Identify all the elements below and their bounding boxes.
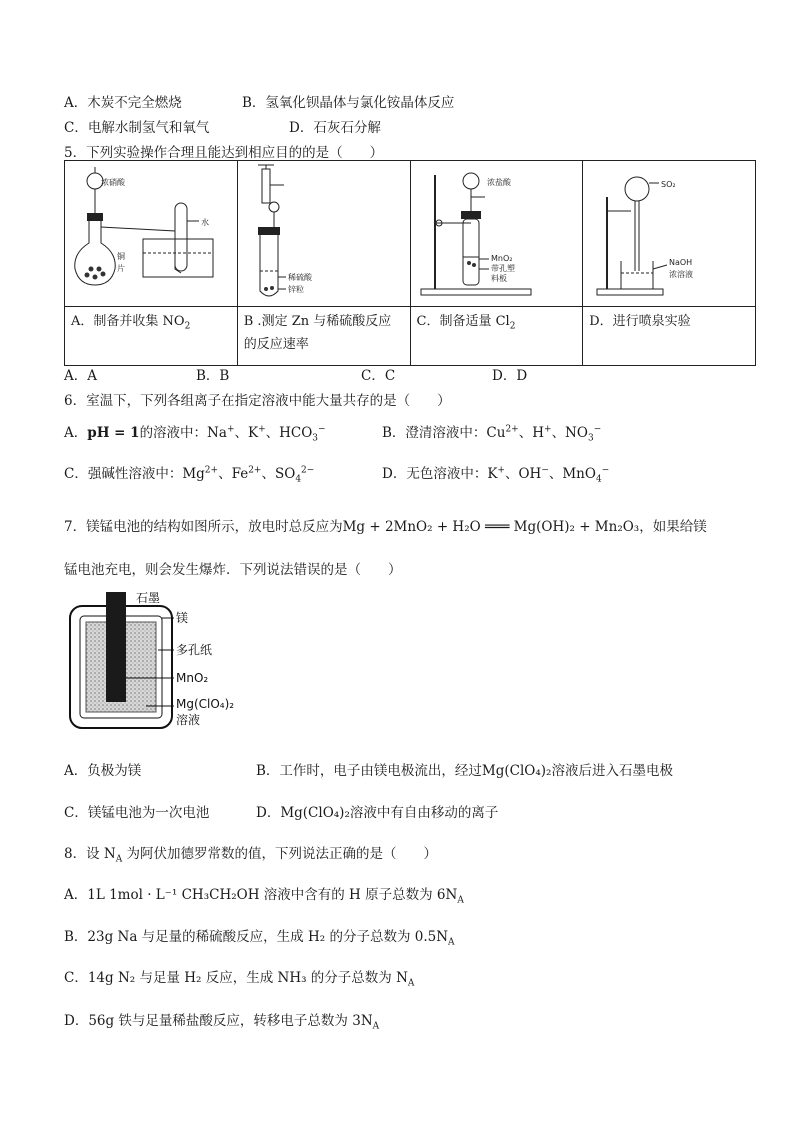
label-mno2: MnO₂ bbox=[490, 254, 512, 263]
q4-option-c: C．电解水制氢气和氧气 bbox=[64, 120, 210, 136]
q8-option-a: A．1L 1mol · L⁻¹ CH₃CH₂OH 溶液中含有的 H 原子总数为 $6N_A$ bbox=[64, 887, 464, 906]
label-zinc: 锌粒 bbox=[287, 285, 304, 294]
label-graphite: 石墨 bbox=[136, 591, 161, 605]
q5-caption-b: B .测定 Zn 与稀硫酸反应的反应速率 bbox=[237, 307, 410, 366]
q4-option-a: A．木炭不完全燃烧 bbox=[64, 95, 182, 111]
q5-figure-table bbox=[64, 160, 756, 366]
q7-option-a: A．负极为镁 bbox=[64, 763, 142, 779]
q7-equation: Mg + 2MnO₂ + H₂O ═══ Mg(OH)₂ + Mn₂O₃ bbox=[342, 519, 640, 535]
q8-option-c: C．14g N₂ 与足量 H₂ 反应，生成 NH₃ 的分子总数为 $N_A$ bbox=[64, 970, 415, 989]
label-so2: SO₂ bbox=[661, 180, 676, 189]
q5-caption-c: C．制备适量 $Cl_2$ bbox=[410, 307, 583, 366]
q7-stem-line2: 锰电池充电，则会发生爆炸．下列说法错误的是（ ） bbox=[64, 562, 402, 578]
q5-figure-c bbox=[410, 161, 583, 307]
q6-option-d: D．无色溶液中：K+、OH−、MnO$_4$− bbox=[382, 465, 610, 485]
label-plastic-plate-1: 带孔塑 bbox=[490, 264, 515, 273]
q8-option-d: D．56g 铁与足量稀盐酸反应，转移电子总数为 $3N_A$ bbox=[64, 1013, 380, 1032]
label-plastic-plate-2: 料板 bbox=[490, 274, 507, 283]
label-copper-2: 片 bbox=[117, 264, 125, 273]
q5-caption-a: A．制备并收集 $NO_2$ bbox=[65, 307, 238, 366]
q7-stem-line1: 7．镁锰电池的结构如图所示，放电时总反应为Mg + 2MnO₂ + H₂O ═══ Mg(OH)₂ + Mn₂O₃，如果给镁 bbox=[64, 519, 707, 535]
q7-option-d: D．Mg(ClO₄)₂溶液中有自由移动的离子 bbox=[256, 805, 499, 821]
q5-figure-b bbox=[237, 161, 410, 307]
label-porous-paper: 多孔纸 bbox=[176, 643, 213, 657]
q8-option-b: B．23g Na 与足量的稀硫酸反应，生成 H₂ 的分子总数为 $0.5N_A$ bbox=[64, 929, 455, 948]
q5-answer-b: B．B bbox=[196, 368, 230, 384]
label-copper-1: 铜 bbox=[117, 252, 125, 261]
q5-stem: 5．下列实验操作合理且能达到相应目的的是（ ） bbox=[64, 145, 384, 161]
q7-option-b: B．工作时，电子由镁电极流出，经过Mg(ClO₄)₂溶液后进入石墨电极 bbox=[256, 763, 673, 779]
q7-option-c: C．镁锰电池为一次电池 bbox=[64, 805, 210, 821]
q5-answer-a: A．A bbox=[64, 368, 97, 384]
q6-stem: 6．室温下，下列各组离子在指定溶液中能大量共存的是（ ） bbox=[64, 393, 451, 409]
label-magnesium: 镁 bbox=[176, 611, 189, 625]
q5-caption-d: D．进行喷泉实验 bbox=[583, 307, 756, 366]
q5-figure-d bbox=[583, 161, 756, 307]
label-conc-hcl: 浓盐酸 bbox=[486, 178, 511, 187]
label-solution: 溶液 bbox=[176, 713, 201, 727]
label-conc-solution: 浓溶液 bbox=[669, 270, 694, 279]
q4-option-b: B．氢氧化钡晶体与氯化铵晶体反应 bbox=[242, 95, 455, 111]
q7-battery-figure bbox=[66, 588, 256, 733]
label-conc-nitric-acid: 浓硝酸 bbox=[101, 178, 125, 187]
q6-option-b: B．澄清溶液中：$Cu^{2+}$、H+、$NO_3^-$ bbox=[382, 424, 602, 444]
q6-option-a: A．pH = 1的溶液中：Na+、K+、$HCO_3^-$ bbox=[64, 424, 326, 444]
q8-stem: 8．设 $N_A$ 为阿伏加德罗常数的值，下列说法正确的是（ ） bbox=[64, 846, 437, 865]
label-water: 水 bbox=[201, 218, 209, 227]
label-dilute-sulfuric: 稀硫酸 bbox=[287, 273, 312, 282]
q5-figure-a bbox=[65, 161, 238, 307]
label-naoh: NaOH bbox=[669, 258, 693, 267]
label-mno2: MnO₂ bbox=[176, 671, 209, 685]
label-mg-perchlorate: Mg(ClO₄)₂ bbox=[176, 697, 235, 711]
q5-answer-d: D．D bbox=[492, 368, 528, 384]
q6-option-c: C．强碱性溶液中：$Mg^{2+}$、$Fe^{2+}$、$SO_4^{2-}$ bbox=[64, 465, 315, 485]
q4-option-d: D．石灰石分解 bbox=[289, 120, 381, 136]
q5-answer-c: C．C bbox=[361, 368, 396, 384]
